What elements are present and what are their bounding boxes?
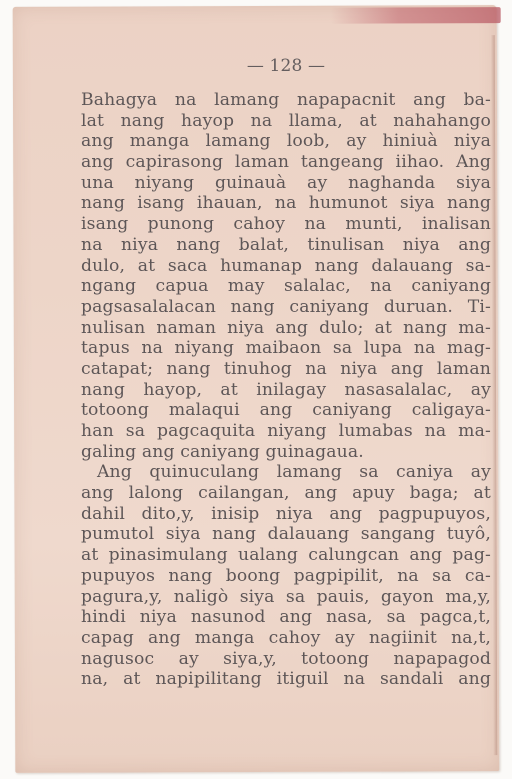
text-line: Ang quinuculang lamang sa caniya ay <box>97 462 491 483</box>
text-line: dahil dito,y, inisip niya ang pagpupuyos, <box>81 503 491 524</box>
text-line: totoong malaqui ang caniyang caligaya- <box>81 400 491 421</box>
text-line: na, at napipilitang itiguil na sandali ang <box>81 669 491 690</box>
text-line: ang capirasong laman tangeang iihao. Ang <box>81 152 491 173</box>
text-line: pupuyos nang boong pagpipilit, na sa ca- <box>81 565 491 586</box>
text-line: nulisan naman niya ang dulo; at nang ma- <box>81 317 491 338</box>
text-line: dulo, at saca humanap nang dalauang sa- <box>81 255 491 276</box>
text-line: nang hayop, at inilagay nasasalalac, ay <box>81 379 491 400</box>
text-line: pumutol siya nang dalauang sangang tuyô, <box>81 524 491 545</box>
text-line: nagusoc ay siya,y, totoong napapagod <box>81 648 491 669</box>
text-line: pagura,y, naligò siya sa pauis, gayon ma,y, <box>81 586 491 607</box>
page-stain <box>331 7 501 24</box>
paragraph-1 <box>81 90 491 462</box>
text-line: ang manga lamang loob, ay hiniuà niya <box>81 131 491 152</box>
text-line: isang punong cahoy na munti, inalisan <box>81 214 491 235</box>
text-line: ngang capua may salalac, na caniyang <box>81 276 491 297</box>
text-line: nang isang ihauan, na humunot siya nang <box>81 193 491 214</box>
text-line: Bahagya na lamang napapacnit ang ba- <box>81 90 491 110</box>
text-line: galing ang caniyang guinagaua. <box>81 441 364 462</box>
text-line: hindi niya nasunod ang nasa, sa pagca,t, <box>81 607 491 628</box>
text-line: han sa pagcaquita niyang lumabas na ma- <box>81 421 491 441</box>
text-line: lat nang hayop na llama, at nahahango <box>81 110 491 131</box>
text-line: na niya nang balat, tinulisan niya ang <box>81 234 491 255</box>
page-number: — 128 — <box>246 56 326 76</box>
text-line: catapat; nang tinuhog na niya ang laman <box>81 358 491 379</box>
page-edge-shadow <box>491 35 498 755</box>
page-text <box>81 56 491 690</box>
text-line: at pinasimulang ualang calungcan ang pag- <box>81 545 491 566</box>
text-line: pagsasalalacan nang caniyang duruan. Ti- <box>81 296 491 317</box>
text-line: tapus na niyang maibaon sa lupa na mag- <box>81 338 491 359</box>
text-line: ang lalong cailangan, ang apuy baga; at <box>81 483 491 504</box>
text-line: capag ang manga cahoy ay nagiinit na,t, <box>81 627 491 648</box>
text-line: una niyang guinauà ay naghanda siya <box>81 172 491 193</box>
paragraph-2 <box>81 462 491 690</box>
